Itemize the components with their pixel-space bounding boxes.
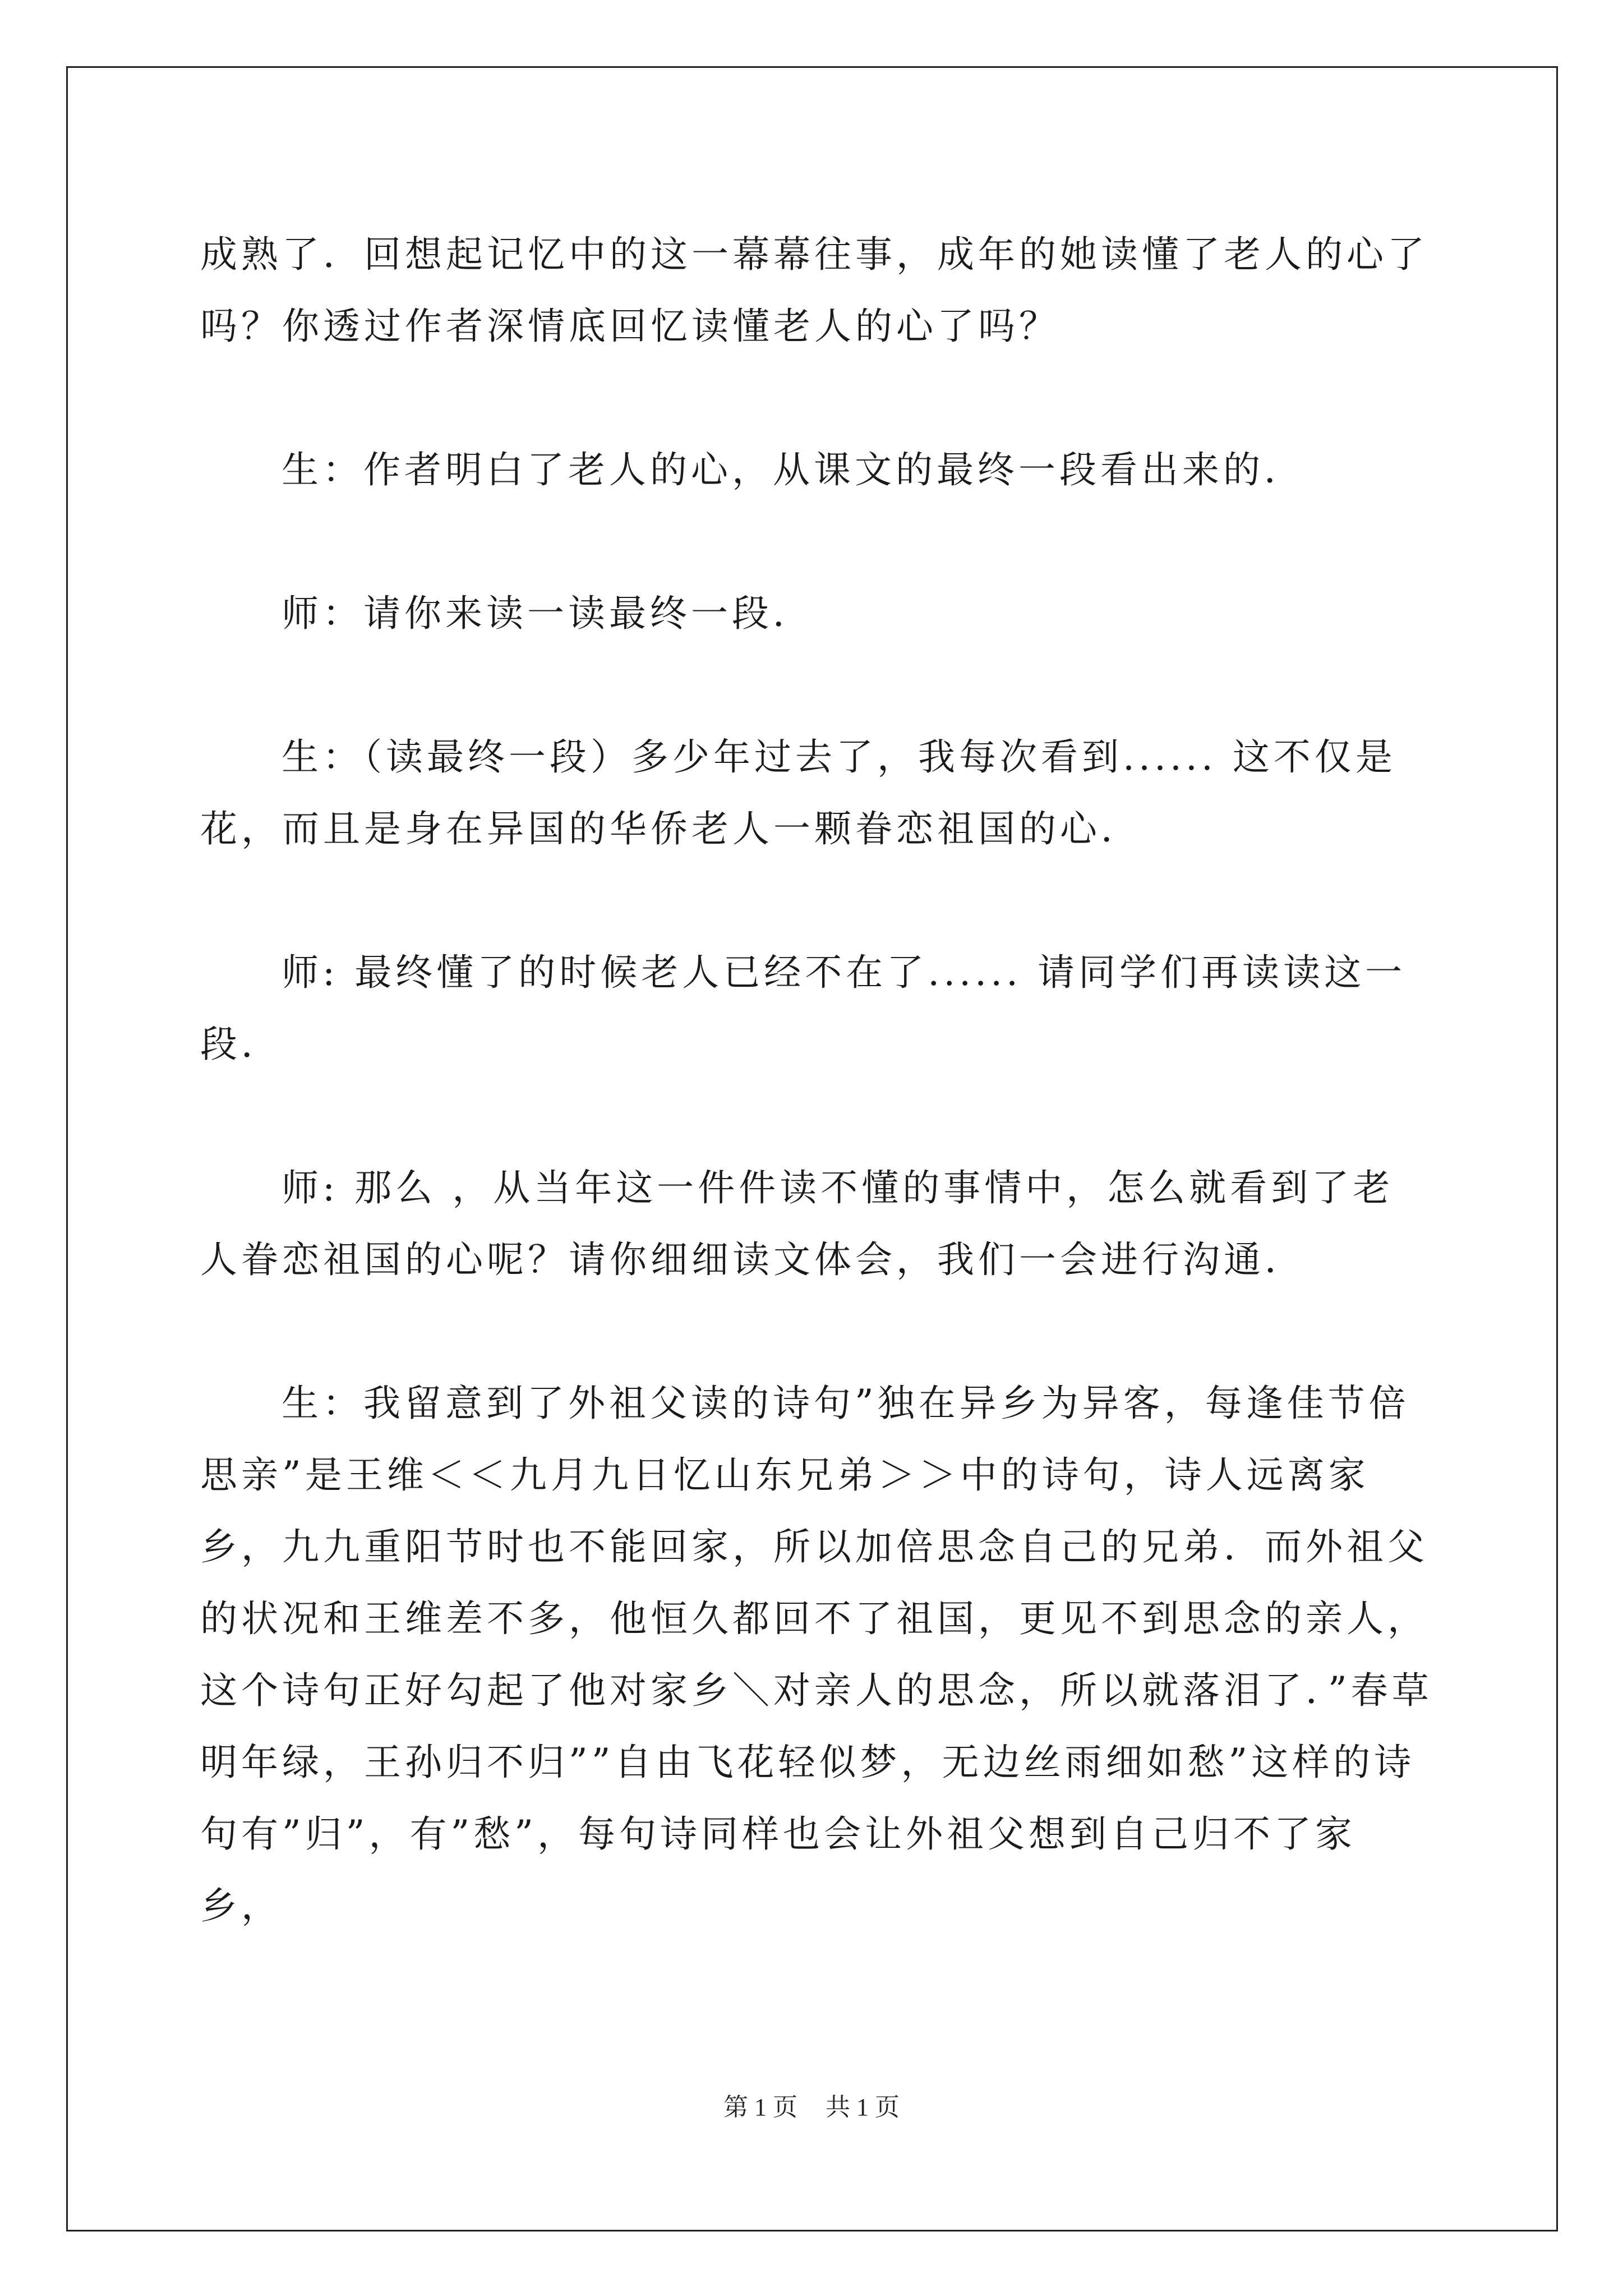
paragraph: 生：我留意到了外祖父读的诗句”独在异乡为异客，每逢佳节倍思亲”是王维＜＜九月九日忆山东兄弟＞＞中的诗句，诗人远离家乡，九九重阳节时也不能回家，所以加倍思念自己的兄弟．而外祖父的状况和王维差不多，他恒久都回不了祖国，更见不到思念的亲人，这个诗句正好勾起了他对家乡＼对亲人的思念，所以就落泪了．”春草明年绿，王孙归不归””自由飞花轻似梦，无边丝雨细如愁”这样的诗句有”归”，有”愁”，每句诗同样也会让外祖父想到自己归不了家乡， bbox=[200, 1382, 1433, 1927]
page-total: 共 1 页 bbox=[826, 2093, 900, 2121]
paragraph: 生：（读最终一段）多少年过去了，我每次看到...... 这不仅是花，而且是身在异国的华侨老人一颗眷恋祖国的心． bbox=[200, 735, 1396, 850]
paragraph: 师：请你来读一读最终一段． bbox=[282, 592, 814, 635]
document-body bbox=[200, 219, 1434, 1942]
paragraph: 成熟了．回想起记忆中的这一幕幕往事，成年的她读懂了老人的心了吗？你透过作者深情底回忆读懂老人的心了吗？ bbox=[200, 233, 1428, 348]
page-number: 第 1 页 bbox=[723, 2093, 797, 2121]
paragraph: 生：作者明白了老人的心，从课文的最终一段看出来的． bbox=[282, 448, 1305, 491]
page-footer bbox=[0, 2087, 1623, 2123]
paragraph: 师: 最终懂了的时候老人已经不在了...... 请同学们再读读这一段． bbox=[200, 951, 1407, 1066]
paragraph: 师: 那么 ，从当年这一件件读不懂的事情中，怎么就看到了老人眷恋祖国的心呢？请你细细读文体会，我们一会进行沟通． bbox=[200, 1166, 1394, 1281]
